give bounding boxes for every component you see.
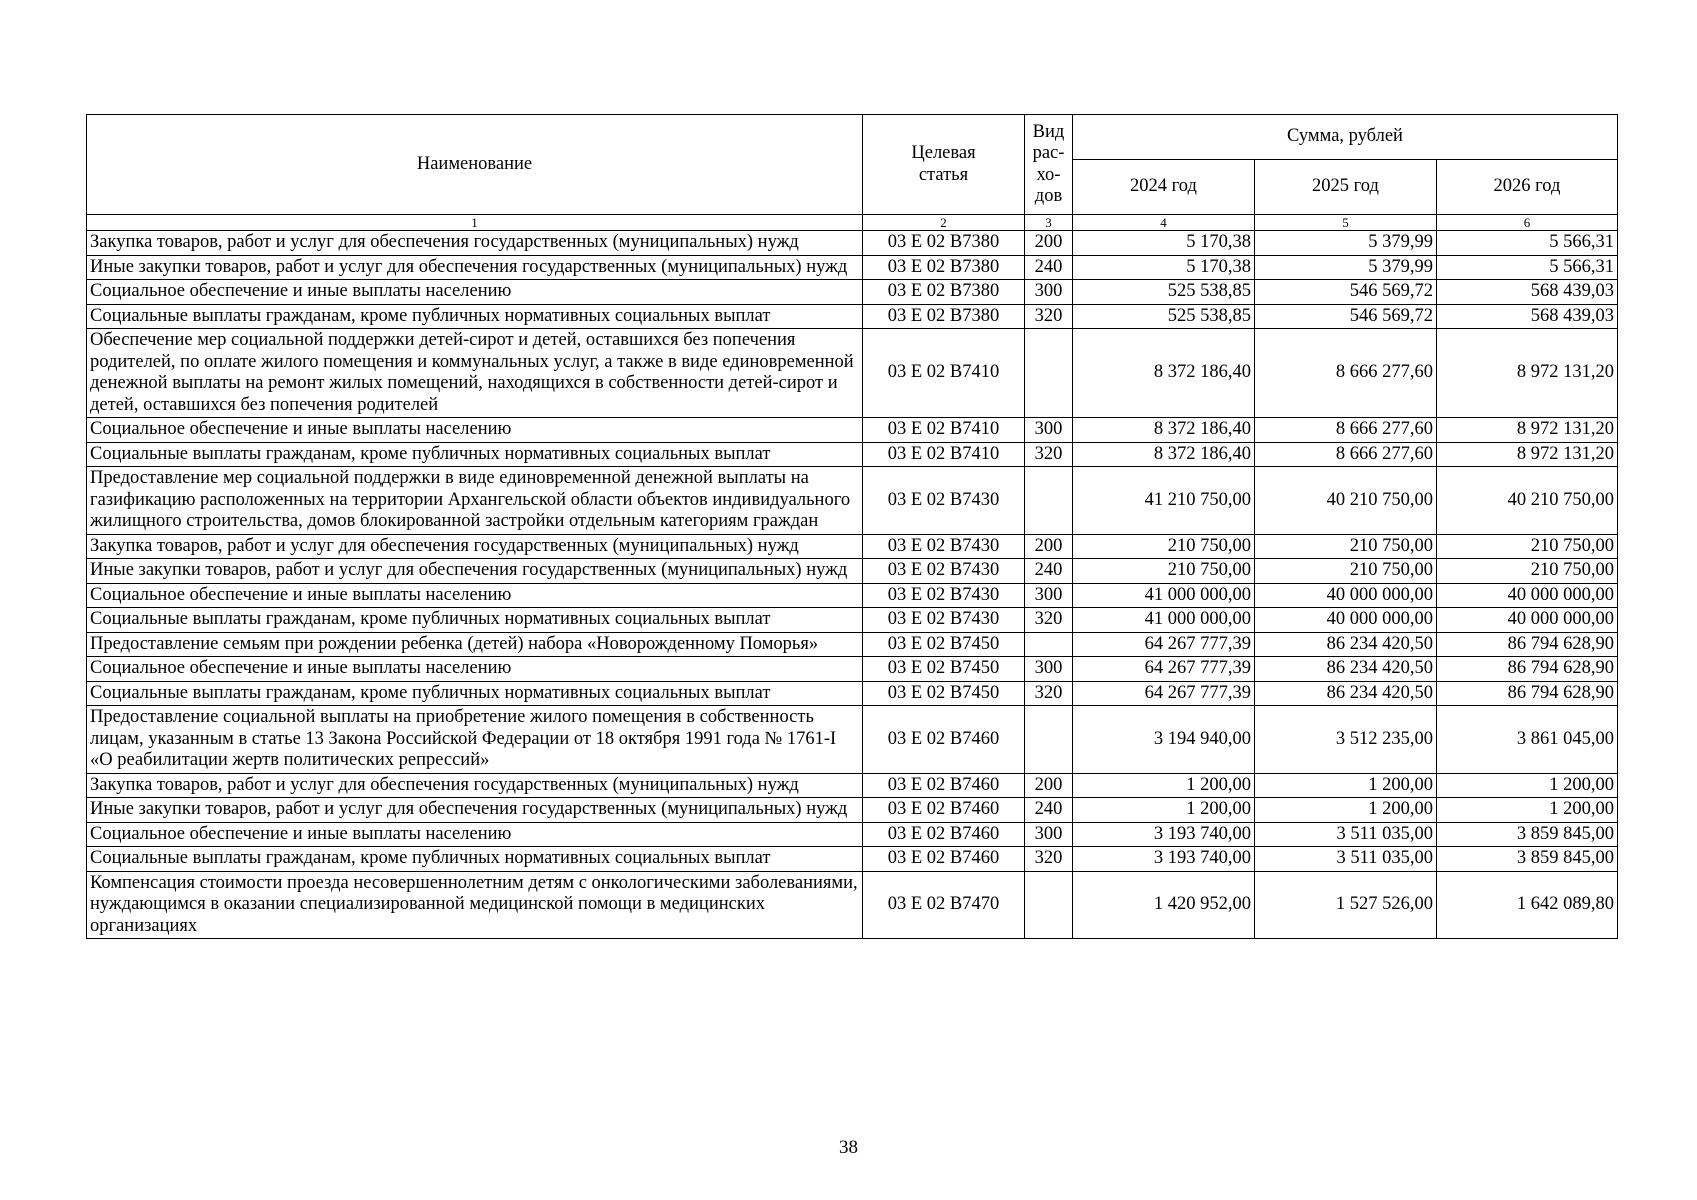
row-sum-2025: 3 511 035,00 xyxy=(1255,847,1437,872)
row-expense-kind: 240 xyxy=(1025,798,1073,823)
row-name: Социальное обеспечение и иные выплаты населению xyxy=(87,280,863,305)
table-row xyxy=(87,255,1618,280)
row-sum-2024: 1 420 952,00 xyxy=(1073,871,1255,939)
row-sum-2026: 86 794 628,90 xyxy=(1437,681,1618,706)
row-name: Социальное обеспечение и иные выплаты населению xyxy=(87,418,863,443)
row-target-article: 03 Е 02 В7470 xyxy=(863,871,1025,939)
row-sum-2026: 210 750,00 xyxy=(1437,534,1618,559)
row-target-article: 03 Е 02 В7430 xyxy=(863,608,1025,633)
table-row xyxy=(87,280,1618,305)
row-name: Социальные выплаты гражданам, кроме публичных нормативных социальных выплат xyxy=(87,442,863,467)
row-name: Социальное обеспечение и иные выплаты населению xyxy=(87,657,863,682)
row-sum-2024: 8 372 186,40 xyxy=(1073,418,1255,443)
header-year-2026: 2026 год xyxy=(1437,160,1618,215)
row-name: Социальные выплаты гражданам, кроме публичных нормативных социальных выплат xyxy=(87,847,863,872)
row-sum-2025: 5 379,99 xyxy=(1255,231,1437,256)
row-sum-2026: 3 859 845,00 xyxy=(1437,847,1618,872)
row-expense-kind: 300 xyxy=(1025,657,1073,682)
row-sum-2025: 86 234 420,50 xyxy=(1255,681,1437,706)
row-sum-2026: 8 972 131,20 xyxy=(1437,418,1618,443)
row-sum-2026: 568 439,03 xyxy=(1437,304,1618,329)
row-sum-2025: 546 569,72 xyxy=(1255,304,1437,329)
table-row xyxy=(87,657,1618,682)
table-row xyxy=(87,608,1618,633)
table-row xyxy=(87,442,1618,467)
row-sum-2024: 41 210 750,00 xyxy=(1073,467,1255,535)
row-sum-2024: 525 538,85 xyxy=(1073,304,1255,329)
row-sum-2026: 5 566,31 xyxy=(1437,231,1618,256)
row-expense-kind: 200 xyxy=(1025,773,1073,798)
row-name: Предоставление мер социальной поддержки в виде единовременной денежной выплаты на газификацию расположенных на территории Архангельской области объектов индивидуального жилищного строительства, домов блокированной застройки отдельным категориям граждан xyxy=(87,467,863,535)
row-sum-2024: 3 193 740,00 xyxy=(1073,847,1255,872)
row-sum-2026: 1 642 089,80 xyxy=(1437,871,1618,939)
row-sum-2024: 1 200,00 xyxy=(1073,798,1255,823)
row-sum-2025: 40 210 750,00 xyxy=(1255,467,1437,535)
row-name: Иные закупки товаров, работ и услуг для обеспечения государственных (муниципальных) нужд xyxy=(87,798,863,823)
header-year-2025: 2025 год xyxy=(1255,160,1437,215)
row-sum-2026: 40 000 000,00 xyxy=(1437,583,1618,608)
row-target-article: 03 Е 02 В7380 xyxy=(863,255,1025,280)
table-row xyxy=(87,583,1618,608)
row-sum-2026: 210 750,00 xyxy=(1437,559,1618,584)
row-sum-2026: 8 972 131,20 xyxy=(1437,442,1618,467)
header-kind-line-3: хо- xyxy=(1036,164,1061,185)
header-kind-line-2: рас- xyxy=(1032,143,1065,163)
row-target-article: 03 Е 02 В7380 xyxy=(863,280,1025,305)
row-target-article: 03 Е 02 В7450 xyxy=(863,632,1025,657)
header-sum: Сумма, рублей xyxy=(1073,115,1618,160)
table-row xyxy=(87,871,1618,939)
row-sum-2025: 1 200,00 xyxy=(1255,773,1437,798)
row-expense-kind xyxy=(1025,871,1073,939)
column-number: 3 xyxy=(1025,215,1073,231)
header-expense-kind xyxy=(1025,115,1073,215)
row-target-article: 03 Е 02 В7410 xyxy=(863,329,1025,418)
table-row xyxy=(87,418,1618,443)
row-target-article: 03 Е 02 В7410 xyxy=(863,442,1025,467)
row-name: Социальные выплаты гражданам, кроме публичных нормативных социальных выплат xyxy=(87,681,863,706)
budget-table xyxy=(86,114,1618,939)
row-expense-kind xyxy=(1025,467,1073,535)
column-number: 5 xyxy=(1255,215,1437,231)
row-name: Иные закупки товаров, работ и услуг для обеспечения государственных (муниципальных) нужд xyxy=(87,255,863,280)
table-row xyxy=(87,706,1618,774)
row-target-article: 03 Е 02 В7460 xyxy=(863,822,1025,847)
row-target-article: 03 Е 02 В7450 xyxy=(863,657,1025,682)
row-name: Закупка товаров, работ и услуг для обеспечения государственных (муниципальных) нужд xyxy=(87,773,863,798)
row-name: Иные закупки товаров, работ и услуг для обеспечения государственных (муниципальных) нужд xyxy=(87,559,863,584)
row-name: Предоставление социальной выплаты на приобретение жилого помещения в собственность лицам, указанным в статье 13 Закона Российской Федерации от 18 октября 1991 года № 1761-I «О реабилитации жертв политических репрессий» xyxy=(87,706,863,774)
row-sum-2025: 8 666 277,60 xyxy=(1255,442,1437,467)
row-sum-2024: 525 538,85 xyxy=(1073,280,1255,305)
row-name: Социальное обеспечение и иные выплаты населению xyxy=(87,583,863,608)
table-row xyxy=(87,559,1618,584)
table-row xyxy=(87,329,1618,418)
row-sum-2024: 8 372 186,40 xyxy=(1073,442,1255,467)
row-expense-kind: 200 xyxy=(1025,231,1073,256)
row-name: Социальные выплаты гражданам, кроме публичных нормативных социальных выплат xyxy=(87,304,863,329)
row-target-article: 03 Е 02 В7460 xyxy=(863,798,1025,823)
row-name: Компенсация стоимости проезда несовершеннолетним детям с онкологическими заболеваниями, нуждающимся в оказании специализированной медицинской помощи в медицинских организациях xyxy=(87,871,863,939)
column-number: 6 xyxy=(1437,215,1618,231)
row-sum-2026: 86 794 628,90 xyxy=(1437,632,1618,657)
column-number: 4 xyxy=(1073,215,1255,231)
row-sum-2025: 8 666 277,60 xyxy=(1255,418,1437,443)
row-name: Закупка товаров, работ и услуг для обеспечения государственных (муниципальных) нужд xyxy=(87,534,863,559)
row-target-article: 03 Е 02 В7380 xyxy=(863,304,1025,329)
header-target-text: Целевая статья xyxy=(911,143,976,185)
header-kind-line-4: дов xyxy=(1034,186,1063,206)
table-row xyxy=(87,304,1618,329)
row-sum-2024: 41 000 000,00 xyxy=(1073,608,1255,633)
row-expense-kind xyxy=(1025,329,1073,418)
row-sum-2024: 210 750,00 xyxy=(1073,534,1255,559)
header-name: Наименование xyxy=(87,115,863,215)
row-sum-2026: 3 859 845,00 xyxy=(1437,822,1618,847)
row-sum-2026: 3 861 045,00 xyxy=(1437,706,1618,774)
row-expense-kind: 240 xyxy=(1025,255,1073,280)
row-sum-2025: 5 379,99 xyxy=(1255,255,1437,280)
row-expense-kind: 300 xyxy=(1025,583,1073,608)
row-target-article: 03 Е 02 В7450 xyxy=(863,681,1025,706)
table-header xyxy=(87,115,1618,231)
row-sum-2026: 1 200,00 xyxy=(1437,773,1618,798)
table-row xyxy=(87,798,1618,823)
row-sum-2024: 1 200,00 xyxy=(1073,773,1255,798)
row-sum-2024: 64 267 777,39 xyxy=(1073,681,1255,706)
table-row xyxy=(87,632,1618,657)
row-sum-2024: 41 000 000,00 xyxy=(1073,583,1255,608)
table-row xyxy=(87,231,1618,256)
row-expense-kind: 320 xyxy=(1025,847,1073,872)
header-year-2024: 2024 год xyxy=(1073,160,1255,215)
row-expense-kind: 320 xyxy=(1025,304,1073,329)
row-sum-2024: 8 372 186,40 xyxy=(1073,329,1255,418)
row-sum-2026: 40 000 000,00 xyxy=(1437,608,1618,633)
row-name: Социальные выплаты гражданам, кроме публичных нормативных социальных выплат xyxy=(87,608,863,633)
table-body xyxy=(87,231,1618,939)
table-row xyxy=(87,773,1618,798)
row-expense-kind: 200 xyxy=(1025,534,1073,559)
row-expense-kind: 240 xyxy=(1025,559,1073,584)
row-sum-2025: 546 569,72 xyxy=(1255,280,1437,305)
row-name: Закупка товаров, работ и услуг для обеспечения государственных (муниципальных) нужд xyxy=(87,231,863,256)
row-sum-2024: 5 170,38 xyxy=(1073,255,1255,280)
table-row xyxy=(87,822,1618,847)
row-sum-2024: 3 194 940,00 xyxy=(1073,706,1255,774)
row-expense-kind xyxy=(1025,632,1073,657)
row-sum-2025: 1 200,00 xyxy=(1255,798,1437,823)
row-sum-2026: 40 210 750,00 xyxy=(1437,467,1618,535)
row-sum-2025: 86 234 420,50 xyxy=(1255,657,1437,682)
row-sum-2024: 210 750,00 xyxy=(1073,559,1255,584)
row-sum-2025: 3 512 235,00 xyxy=(1255,706,1437,774)
row-sum-2025: 40 000 000,00 xyxy=(1255,608,1437,633)
row-name: Социальное обеспечение и иные выплаты населению xyxy=(87,822,863,847)
table-row xyxy=(87,681,1618,706)
row-sum-2025: 210 750,00 xyxy=(1255,534,1437,559)
header-target-article xyxy=(863,115,1025,215)
row-expense-kind: 300 xyxy=(1025,822,1073,847)
page-number: 38 xyxy=(839,1137,858,1158)
table-row xyxy=(87,847,1618,872)
row-sum-2024: 64 267 777,39 xyxy=(1073,657,1255,682)
row-target-article: 03 Е 02 В7460 xyxy=(863,706,1025,774)
row-sum-2026: 86 794 628,90 xyxy=(1437,657,1618,682)
row-sum-2025: 86 234 420,50 xyxy=(1255,632,1437,657)
row-expense-kind: 300 xyxy=(1025,418,1073,443)
column-number: 1 xyxy=(87,215,863,231)
row-expense-kind: 320 xyxy=(1025,608,1073,633)
row-target-article: 03 Е 02 В7460 xyxy=(863,847,1025,872)
row-target-article: 03 Е 02 В7380 xyxy=(863,231,1025,256)
header-kind-line-1: Вид xyxy=(1032,121,1065,142)
row-target-article: 03 Е 02 В7430 xyxy=(863,583,1025,608)
row-sum-2025: 8 666 277,60 xyxy=(1255,329,1437,418)
column-number: 2 xyxy=(863,215,1025,231)
row-sum-2024: 3 193 740,00 xyxy=(1073,822,1255,847)
row-sum-2024: 5 170,38 xyxy=(1073,231,1255,256)
row-expense-kind: 320 xyxy=(1025,681,1073,706)
row-sum-2025: 1 527 526,00 xyxy=(1255,871,1437,939)
row-target-article: 03 Е 02 В7460 xyxy=(863,773,1025,798)
table-row xyxy=(87,534,1618,559)
row-sum-2025: 40 000 000,00 xyxy=(1255,583,1437,608)
row-sum-2025: 210 750,00 xyxy=(1255,559,1437,584)
row-target-article: 03 Е 02 В7430 xyxy=(863,467,1025,535)
row-target-article: 03 Е 02 В7430 xyxy=(863,559,1025,584)
row-sum-2026: 568 439,03 xyxy=(1437,280,1618,305)
row-target-article: 03 Е 02 В7410 xyxy=(863,418,1025,443)
row-sum-2025: 3 511 035,00 xyxy=(1255,822,1437,847)
row-expense-kind: 300 xyxy=(1025,280,1073,305)
row-sum-2024: 64 267 777,39 xyxy=(1073,632,1255,657)
row-sum-2026: 5 566,31 xyxy=(1437,255,1618,280)
row-name: Обеспечение мер социальной поддержки детей-сирот и детей, оставшихся без попечения родителей, по оплате жилого помещения и коммунальных услуг, а также в виде единовременной денежной выплаты на ремонт жилых помещений, находящихся в собственности детей-сирот и детей, оставшихся без попечения родителей xyxy=(87,329,863,418)
row-expense-kind xyxy=(1025,706,1073,774)
row-sum-2026: 8 972 131,20 xyxy=(1437,329,1618,418)
row-expense-kind: 320 xyxy=(1025,442,1073,467)
row-target-article: 03 Е 02 В7430 xyxy=(863,534,1025,559)
row-name: Предоставление семьям при рождении ребенка (детей) набора «Новорожденному Поморья» xyxy=(87,632,863,657)
table-row xyxy=(87,467,1618,535)
row-sum-2026: 1 200,00 xyxy=(1437,798,1618,823)
